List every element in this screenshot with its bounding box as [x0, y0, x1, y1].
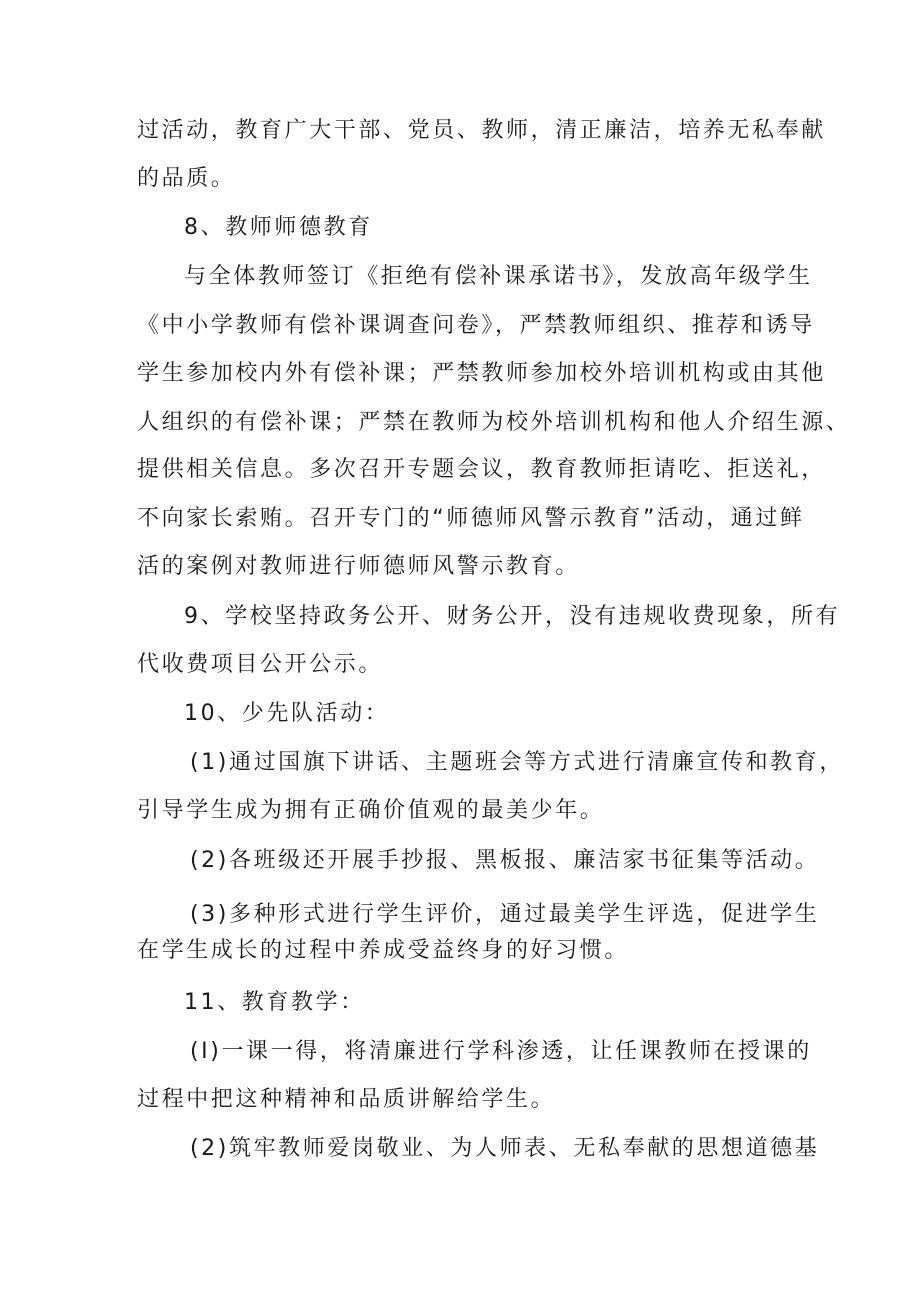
list-item: (1)通过国旗下讲话、主题班会等方式进行清廉宣传和教育，	[190, 750, 844, 775]
section-heading: 10、少先队活动：	[184, 701, 390, 726]
list-item: (I)一课一得，将清廉进行学科渗透，让任课教师在授课的	[190, 1039, 812, 1064]
paragraph-line: 引导学生成为拥有正确价值观的最美少年。	[137, 798, 605, 823]
paragraph-line: 不向家长索贿。召开专门的“师德师风警示教育”活动，通过鲜	[137, 506, 805, 531]
paragraph-line: 与全体教师签订《拒绝有偿补课承诺书》，发放高年级学生	[184, 264, 813, 289]
paragraph-line: 过程中把这种精神和品质讲解给学生。	[137, 1087, 556, 1112]
paragraph-line: 提供相关信息。多次召开专题会议，教育教师拒请吃、拒送礼，	[137, 457, 826, 482]
section-heading: 9、学校坚持政务公开、财务公开，没有违规收费现象，所有	[184, 604, 841, 629]
list-item: (3)多种形式进行学生评价，通过最美学生评选，促进学生	[190, 902, 820, 927]
list-item: (2)筑牢教师爱岗敬业、为人师表、无私奉献的思想道德基	[190, 1136, 820, 1161]
section-heading: 8、教师师德教育	[184, 215, 373, 240]
paragraph-line: 学生参加校内外有偿补课；严禁教师参加校外培训机构或由其他	[137, 361, 826, 386]
paragraph-line: 过活动，教育广大干部、党员、教师，清正廉洁，培养无私奉献	[137, 118, 826, 143]
paragraph-line: 《中小学教师有偿补课调查问卷》，严禁教师组织、推荐和诱导	[137, 313, 815, 338]
paragraph-line: 活的案例对教师进行师德师风警示教育。	[137, 554, 580, 579]
section-heading: 11、教育教学：	[184, 990, 365, 1015]
paragraph-line: 的品质。	[137, 166, 236, 191]
paragraph-line: 人组织的有偿补课；严禁在教师为校外培训机构和他人介绍生源、	[137, 410, 851, 435]
paragraph-line: 代收费项目公开公示。	[137, 652, 384, 677]
list-item: (2)各班级还开展手抄报、黑板报、廉洁家书征集等活动。	[190, 848, 820, 873]
paragraph-line: 在学生成长的过程中养成受益终身的好习惯。	[137, 938, 630, 963]
